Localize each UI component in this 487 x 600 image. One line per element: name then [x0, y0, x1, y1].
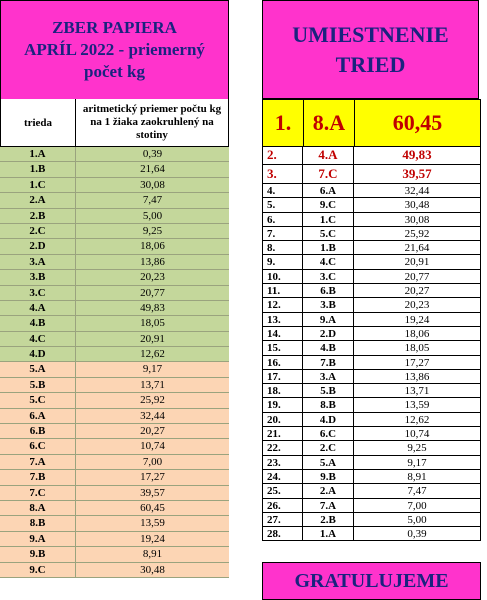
ranking-row: [263, 213, 480, 227]
ranking-row: [263, 184, 480, 198]
ranking-row: [263, 227, 480, 241]
winner-row: [262, 99, 481, 147]
ranking-val: 10,74: [404, 428, 430, 441]
ranking-row: [263, 398, 480, 412]
class-averages-table: [0, 0, 229, 600]
ranking-cls: 5.A: [303, 456, 354, 469]
ranking-rank: 25.: [263, 484, 303, 497]
ranking-rank: 9.: [263, 255, 303, 268]
table-row: [0, 316, 229, 331]
row-class: 3.B: [0, 270, 76, 284]
table-row: [0, 516, 229, 531]
table-row: [0, 532, 229, 547]
row-average: 32,44: [140, 409, 165, 422]
row-average: 25,92: [140, 394, 165, 407]
row-average: 60,45: [140, 501, 165, 514]
row-average: 13,86: [140, 255, 165, 268]
row-class: 2.D: [0, 239, 76, 253]
table-row: [0, 547, 229, 562]
ranking-row: [263, 165, 480, 184]
ranking-row: [263, 327, 480, 341]
ranking-val: 12,62: [404, 413, 430, 426]
ranking-cls: 9.A: [303, 313, 354, 326]
ranking-row: [263, 356, 480, 370]
ranking-val: 49,83: [402, 147, 432, 162]
table-row: [0, 501, 229, 516]
ranking-row: [263, 484, 480, 498]
ranking-val: 20,91: [404, 256, 430, 269]
ranking-rank: 24.: [263, 470, 303, 483]
row-class: 3.C: [0, 286, 76, 300]
ranking-row: [263, 198, 480, 212]
ranking-row: [263, 241, 480, 255]
header-class: trieda: [1, 99, 76, 146]
row-class: 8.A: [0, 501, 76, 515]
ranking-row: [263, 384, 480, 398]
ranking-val: 20,77: [404, 270, 430, 283]
ranking-cls: 3.A: [303, 370, 354, 383]
ranking-row: [263, 270, 480, 284]
ranking-cls: 2.C: [303, 441, 354, 454]
row-average: 20,91: [140, 332, 165, 345]
ranking-cls: 4.D: [303, 413, 354, 426]
table-row: [0, 209, 229, 224]
ranking-cls: 5.C: [303, 227, 354, 240]
ranking-rank: 5.: [263, 198, 303, 211]
ranking-cls: 3.C: [303, 270, 354, 283]
row-average: 13,71: [140, 378, 165, 391]
ranking-val: 0,39: [407, 528, 427, 541]
ranking-val: 8,91: [407, 470, 427, 483]
table-row: [0, 378, 229, 393]
row-class: 4.D: [0, 347, 76, 361]
row-class: 9.C: [0, 563, 76, 577]
ranking-rank: 4.: [263, 184, 303, 197]
left-title-line2: APRÍL 2022 - priemerný: [24, 40, 205, 59]
row-class: 2.B: [0, 209, 76, 223]
ranking-cls: 9.B: [303, 470, 354, 483]
ranking-val: 32,44: [404, 185, 430, 197]
ranking-rank: 20.: [263, 413, 303, 426]
ranking-rank: 28.: [263, 527, 303, 540]
ranking-val: 25,92: [404, 227, 430, 240]
ranking-rank: 2.: [263, 146, 303, 164]
ranking-row: [263, 527, 480, 541]
ranking-cls: 6.C: [303, 427, 354, 440]
table-row: [0, 224, 229, 239]
row-average: 10,74: [140, 440, 165, 453]
left-title-line1: ZBER PAPIERA: [52, 18, 177, 37]
row-average: 20,27: [140, 425, 165, 438]
table-row: [0, 286, 229, 301]
left-title: [0, 0, 229, 100]
row-class: 2.C: [0, 224, 76, 238]
winner-value: 60,45: [392, 110, 443, 135]
row-average: 13,59: [140, 517, 165, 530]
ranking-rank: 6.: [263, 213, 303, 226]
ranking-row: [263, 370, 480, 384]
header-average: aritmetický priemer počtu kg na 1 žiaka zaokruhlený na stotiny: [82, 103, 222, 141]
winner-rank: 1.: [263, 100, 304, 146]
ranking-val: 17,27: [404, 356, 430, 369]
ranking-val: 39,57: [402, 166, 432, 181]
row-average: 18,05: [140, 317, 165, 330]
row-average: 12,62: [140, 348, 165, 361]
ranking-row: [263, 499, 480, 513]
ranking-val: 18,06: [404, 327, 430, 340]
ranking-val: 21,64: [404, 242, 430, 255]
ranking-cls: 7.B: [303, 356, 354, 369]
row-average: 20,23: [140, 271, 165, 284]
ranking-cls: 1.C: [303, 213, 354, 226]
ranking-val: 19,24: [404, 313, 430, 326]
ranking-cls: 6.B: [303, 284, 354, 297]
ranking-cls: 6.A: [303, 184, 354, 197]
row-class: 5.A: [0, 362, 76, 376]
right-title-line1: UMIESTNENIE: [292, 21, 449, 47]
row-class: 4.B: [0, 316, 76, 330]
ranking-cls: 7.C: [303, 165, 354, 183]
congratulations-footer: GRATULUJEME: [262, 562, 481, 600]
ranking-rank: 19.: [263, 398, 303, 411]
ranking-row: [263, 456, 480, 470]
row-average: 49,83: [140, 301, 165, 314]
ranking-rank: 8.: [263, 241, 303, 254]
ranking-val: 18,05: [404, 342, 430, 355]
table-row: [0, 347, 229, 362]
ranking-rank: 7.: [263, 227, 303, 240]
ranking-table: [262, 0, 487, 600]
ranking-val: 13,71: [404, 385, 430, 398]
ranking-row: [263, 427, 480, 441]
row-average: 39,57: [140, 486, 165, 499]
row-average: 9,17: [142, 363, 163, 376]
table-row: [0, 178, 229, 193]
row-class: 6.B: [0, 424, 76, 438]
row-class: 7.C: [0, 486, 76, 500]
left-header-row: [0, 99, 229, 147]
row-class: 2.A: [0, 193, 76, 207]
row-average: 9,25: [142, 224, 163, 237]
table-row: [0, 301, 229, 316]
ranking-val: 5,00: [407, 513, 427, 526]
ranking-rank: 23.: [263, 456, 303, 469]
ranking-rank: 16.: [263, 356, 303, 369]
ranking-cls: 4.C: [303, 255, 354, 268]
ranking-row: [263, 255, 480, 269]
ranking-row: [263, 413, 480, 427]
row-class: 6.A: [0, 409, 76, 423]
row-class: 1.A: [0, 147, 76, 161]
row-average: 20,77: [140, 286, 165, 299]
ranking-val: 13,86: [404, 370, 430, 383]
winner-class: 8.A: [304, 100, 355, 146]
row-average: 30,08: [140, 178, 165, 191]
table-row: [0, 270, 229, 285]
ranking-val: 7,47: [407, 485, 427, 498]
ranking-val: 9,25: [407, 442, 427, 455]
row-class: 5.C: [0, 393, 76, 407]
ranking-rank: 22.: [263, 441, 303, 454]
ranking-cls: 3.B: [303, 298, 354, 311]
table-row: [0, 162, 229, 177]
ranking-rank: 10.: [263, 270, 303, 283]
ranking-cls: 4.A: [303, 146, 354, 164]
ranking-cls: 1.A: [303, 527, 354, 540]
row-class: 1.C: [0, 178, 76, 192]
ranking-row: [263, 341, 480, 355]
row-class: 8.B: [0, 516, 76, 530]
ranking-rank: 17.: [263, 370, 303, 383]
row-average: 19,24: [140, 532, 165, 545]
table-row: [0, 332, 229, 347]
table-row: [0, 147, 229, 162]
ranking-row: [263, 513, 480, 527]
row-class: 9.A: [0, 532, 76, 546]
ranking-cls: 2.A: [303, 484, 354, 497]
row-class: 9.B: [0, 547, 76, 561]
row-average: 5,00: [142, 209, 163, 222]
ranking-cls: 8.B: [303, 398, 354, 411]
table-row: [0, 393, 229, 408]
ranking-cls: 1.B: [303, 241, 354, 254]
row-class: 6.C: [0, 439, 76, 453]
ranking-cls: 2.B: [303, 513, 354, 526]
row-class: 1.B: [0, 162, 76, 176]
ranking-row: [263, 298, 480, 312]
table-row: [0, 439, 229, 454]
ranking-row: [263, 470, 480, 484]
row-class: 7.A: [0, 455, 76, 469]
left-title-line3: počet kg: [84, 62, 145, 81]
row-average: 18,06: [140, 240, 165, 253]
ranking-row: [263, 313, 480, 327]
row-class: 5.B: [0, 378, 76, 392]
row-average: 30,48: [140, 563, 165, 576]
row-class: 7.B: [0, 470, 76, 484]
ranking-rank: 13.: [263, 313, 303, 326]
table-row: [0, 563, 229, 578]
ranking-rows: [262, 146, 481, 541]
ranking-rank: 27.: [263, 513, 303, 526]
table-row: [0, 193, 229, 208]
table-row: [0, 255, 229, 270]
ranking-cls: 9.C: [303, 198, 354, 211]
ranking-rank: 11.: [263, 284, 303, 297]
table-row: [0, 470, 229, 485]
ranking-rank: 14.: [263, 327, 303, 340]
row-average: 7,00: [142, 455, 163, 468]
ranking-cls: 4.B: [303, 341, 354, 354]
ranking-val: 20,23: [404, 299, 430, 312]
ranking-val: 7,00: [407, 499, 427, 512]
ranking-cls: 7.A: [303, 499, 354, 512]
ranking-val: 30,08: [404, 213, 430, 226]
row-average: 17,27: [140, 471, 165, 484]
table-row: [0, 424, 229, 439]
right-title-line2: TRIED: [335, 51, 406, 77]
table-row: [0, 455, 229, 470]
ranking-rank: 26.: [263, 499, 303, 512]
ranking-row: [263, 284, 480, 298]
ranking-cls: 5.B: [303, 384, 354, 397]
table-row: [0, 486, 229, 501]
row-average: 21,64: [140, 163, 165, 176]
ranking-rank: 15.: [263, 341, 303, 354]
table-row: [0, 239, 229, 254]
ranking-rank: 21.: [263, 427, 303, 440]
row-class: 4.A: [0, 301, 76, 315]
ranking-row: [263, 146, 480, 165]
table-row: [0, 362, 229, 377]
ranking-rank: 18.: [263, 384, 303, 397]
row-class: 4.C: [0, 332, 76, 346]
ranking-val: 20,27: [404, 285, 430, 298]
row-average: 8,91: [142, 548, 163, 561]
right-title: [262, 0, 479, 99]
row-average: 0,39: [142, 148, 163, 160]
ranking-row: [263, 441, 480, 455]
table-row: [0, 409, 229, 424]
ranking-val: 30,48: [404, 199, 430, 212]
ranking-val: 9,17: [407, 456, 427, 469]
ranking-rank: 12.: [263, 298, 303, 311]
row-class: 3.A: [0, 255, 76, 269]
row-average: 7,47: [142, 194, 163, 207]
ranking-cls: 2.D: [303, 327, 354, 340]
left-rows: [0, 147, 229, 578]
ranking-rank: 3.: [263, 165, 303, 183]
ranking-val: 13,59: [404, 399, 430, 412]
